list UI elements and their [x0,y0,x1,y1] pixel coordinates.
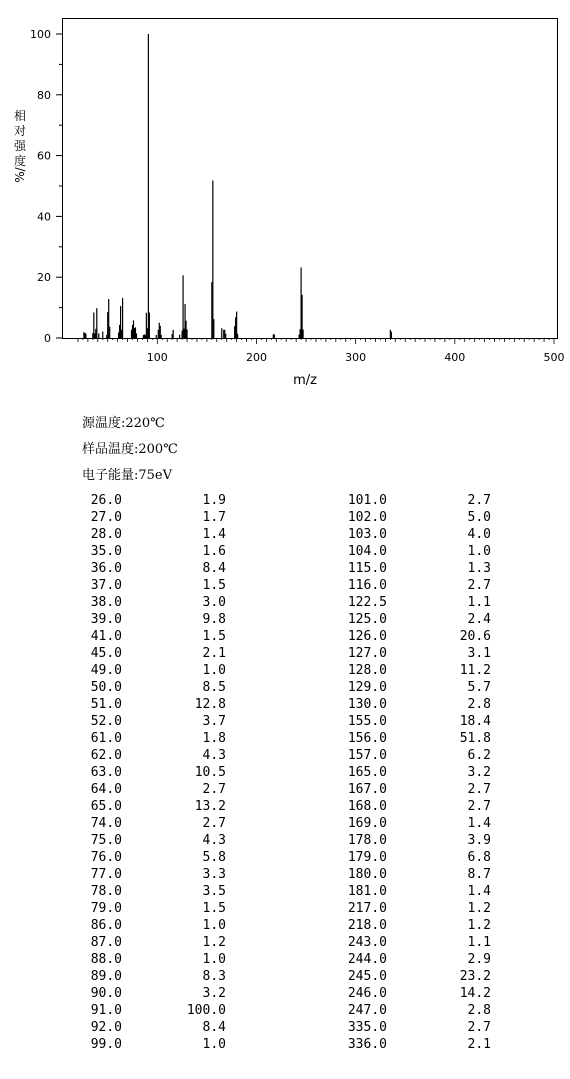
peak-row [335,1036,491,1053]
peak-row [70,917,226,934]
peak-mz: 99.0 [90,1037,122,1052]
peak-mz: 243.0 [347,935,387,950]
x-tick-label: 100 [146,351,168,364]
peak-abundance: 3.0 [202,595,226,610]
peak-abundance: 6.8 [467,850,491,865]
peak-row [335,594,491,611]
peak-row [335,492,491,509]
peak-row [335,645,491,662]
peak-abundance: 12.8 [194,697,226,712]
peak-abundance: 4.0 [467,527,491,542]
peak-abundance: 1.1 [467,595,491,610]
peak-row [335,696,491,713]
y-tick-label: 20 [37,271,51,285]
peak-abundance: 6.2 [467,748,491,763]
peak-abundance: 1.4 [467,884,491,899]
peak-row [70,764,226,781]
peak-row [335,951,491,968]
peak-abundance: 3.7 [202,714,226,729]
peak-abundance: 2.1 [467,1037,491,1052]
peak-abundance: 3.5 [202,884,226,899]
peak-mz: 64.0 [90,782,122,797]
peak-mz: 179.0 [347,850,387,865]
peak-mz: 217.0 [347,901,387,916]
peak-abundance: 3.9 [467,833,491,848]
peak-row [335,679,491,696]
peak-abundance: 11.2 [459,663,491,678]
x-tick-label: 500 [543,351,565,364]
peak-abundance: 2.7 [467,578,491,593]
peak-abundance: 1.8 [202,731,226,746]
y-axis-label-line-5: %/ [13,167,27,183]
peak-mz: 91.0 [90,1003,122,1018]
peak-abundance: 4.3 [202,833,226,848]
peak-row [70,730,226,747]
peak-abundance: 1.2 [467,901,491,916]
peak-row [70,679,226,696]
peak-mz: 129.0 [347,680,387,695]
y-tick-label: 80 [37,88,51,102]
peak-row [70,696,226,713]
peak-abundance: 2.4 [467,612,491,627]
x-tick-label: 400 [444,351,466,364]
peak-mz: 62.0 [90,748,122,763]
peak-abundance: 1.4 [202,527,226,542]
peak-row [335,917,491,934]
peak-mz: 245.0 [347,969,387,984]
peak-row [335,883,491,900]
peak-row [335,815,491,832]
peak-abundance: 1.0 [202,1037,226,1052]
peak-abundance: 51.8 [459,731,491,746]
peak-mz: 37.0 [90,578,122,593]
peak-mz: 122.5 [347,595,387,610]
peak-mz: 49.0 [90,663,122,678]
source-temperature: 源温度:220℃ [82,416,165,431]
peak-row [335,1019,491,1036]
peak-abundance: 5.7 [467,680,491,695]
peak-mz: 77.0 [90,867,122,882]
peak-mz: 26.0 [90,493,122,508]
peak-row [70,594,226,611]
peak-table-left [70,492,226,1053]
peak-row [335,934,491,951]
peak-abundance: 23.2 [459,969,491,984]
peak-row [335,798,491,815]
peak-row [70,832,226,849]
peak-row [335,730,491,747]
peak-row [70,1036,226,1053]
peak-row [335,611,491,628]
peak-abundance: 1.0 [202,663,226,678]
peak-mz: 88.0 [90,952,122,967]
peak-row [70,781,226,798]
peak-mz: 90.0 [90,986,122,1001]
peak-row [70,628,226,645]
peak-mz: 104.0 [347,544,387,559]
peak-row [335,849,491,866]
peak-row [70,645,226,662]
peak-mz: 336.0 [347,1037,387,1052]
peak-abundance: 1.0 [467,544,491,559]
peak-row [335,747,491,764]
peak-row [70,577,226,594]
peak-abundance: 14.2 [459,986,491,1001]
y-axis [30,28,62,345]
peak-abundance: 2.7 [467,799,491,814]
peak-abundance: 3.1 [467,646,491,661]
peak-mz: 115.0 [347,561,387,576]
peak-abundance: 3.2 [467,765,491,780]
peak-abundance: 1.3 [467,561,491,576]
peak-abundance: 100.0 [186,1003,226,1018]
peak-mz: 86.0 [90,918,122,933]
peak-abundance: 8.4 [202,561,226,576]
peak-abundance: 18.4 [459,714,491,729]
x-axis [78,338,565,364]
peak-mz: 36.0 [90,561,122,576]
peak-mz: 168.0 [347,799,387,814]
peak-abundance: 1.2 [202,935,226,950]
peak-mz: 165.0 [347,765,387,780]
peak-abundance: 3.3 [202,867,226,882]
peak-mz: 38.0 [90,595,122,610]
x-tick-label: 200 [245,351,267,364]
peak-mz: 102.0 [347,510,387,525]
peak-mz: 52.0 [90,714,122,729]
peak-mz: 92.0 [90,1020,122,1035]
peak-mz: 167.0 [347,782,387,797]
peak-abundance: 8.5 [202,680,226,695]
peak-mz: 76.0 [90,850,122,865]
peak-mz: 78.0 [90,884,122,899]
peak-row [70,662,226,679]
peak-row [335,968,491,985]
y-axis-label-line-4: 度 [13,154,27,168]
peak-mz: 41.0 [90,629,122,644]
peak-abundance: 1.2 [467,918,491,933]
peak-mz: 116.0 [347,578,387,593]
peak-abundance: 1.5 [202,629,226,644]
peak-row [70,985,226,1002]
peak-mz: 244.0 [347,952,387,967]
peak-table-right [335,492,491,1053]
peak-mz: 28.0 [90,527,122,542]
peak-mz: 125.0 [347,612,387,627]
y-axis-label-line-1: 相 [13,109,27,123]
peak-abundance: 1.4 [467,816,491,831]
peak-abundance: 1.0 [202,952,226,967]
peak-mz: 180.0 [347,867,387,882]
peak-mz: 156.0 [347,731,387,746]
peak-mz: 335.0 [347,1020,387,1035]
peak-row [70,866,226,883]
y-axis-label-line-3: 强 [13,139,27,153]
peak-mz: 63.0 [90,765,122,780]
peak-row [70,968,226,985]
peak-row [70,611,226,628]
peak-mz: 79.0 [90,901,122,916]
peak-row [70,883,226,900]
peak-abundance: 4.3 [202,748,226,763]
peak-abundance: 9.8 [202,612,226,627]
peak-mz: 246.0 [347,986,387,1001]
peak-row [335,1002,491,1019]
peak-abundance: 10.5 [194,765,226,780]
peak-row [70,1002,226,1019]
peak-row [335,509,491,526]
peak-row [70,798,226,815]
y-tick-label: 100 [30,28,51,41]
peak-row [335,781,491,798]
peak-mz: 65.0 [90,799,122,814]
y-axis-label-line-2: 对 [13,124,27,138]
peak-abundance: 2.9 [467,952,491,967]
peak-mz: 130.0 [347,697,387,712]
x-tick-label: 300 [345,351,367,364]
peak-row [70,934,226,951]
peak-row [335,543,491,560]
peak-mz: 39.0 [90,612,122,627]
peak-mz: 155.0 [347,714,387,729]
peak-abundance: 5.8 [202,850,226,865]
peak-abundance: 2.7 [467,493,491,508]
peak-mz: 103.0 [347,527,387,542]
peak-abundance: 8.7 [467,867,491,882]
y-tick-label: 0 [44,332,51,345]
peak-abundance: 2.7 [202,782,226,797]
peak-abundance: 20.6 [459,629,491,644]
peak-mz: 126.0 [347,629,387,644]
peak-mz: 45.0 [90,646,122,661]
peak-abundance: 1.5 [202,901,226,916]
peak-mz: 181.0 [347,884,387,899]
peak-mz: 50.0 [90,680,122,695]
peak-row [335,628,491,645]
peak-mz: 51.0 [90,697,122,712]
peak-mz: 61.0 [90,731,122,746]
peak-abundance: 1.7 [202,510,226,525]
plot-frame [63,19,558,339]
peak-mz: 101.0 [347,493,387,508]
mass-spectrum-chart [0,0,570,388]
y-axis-label [13,108,27,183]
peak-row [335,662,491,679]
peak-row [335,866,491,883]
peak-mz: 218.0 [347,918,387,933]
peak-mz: 35.0 [90,544,122,559]
peak-row [70,526,226,543]
electron-energy: 电子能量:75eV [82,468,173,483]
peak-abundance: 13.2 [194,799,226,814]
peak-row [70,1019,226,1036]
peak-mz: 169.0 [347,816,387,831]
peak-row [335,577,491,594]
y-tick-label: 60 [37,149,51,163]
spectrum-peaks [84,34,391,338]
peak-abundance: 1.5 [202,578,226,593]
peak-mz: 75.0 [90,833,122,848]
peak-row [70,713,226,730]
peak-row [335,526,491,543]
peak-abundance: 2.7 [467,782,491,797]
peak-row [335,560,491,577]
peak-row [70,543,226,560]
peak-mz: 74.0 [90,816,122,831]
sample-temperature: 样品温度:200℃ [82,442,178,457]
peak-mz: 247.0 [347,1003,387,1018]
peak-row [335,764,491,781]
x-axis-label: m/z [293,373,317,388]
peak-mz: 178.0 [347,833,387,848]
peak-abundance: 1.0 [202,918,226,933]
peak-row [335,713,491,730]
y-tick-label: 40 [37,210,51,224]
peak-abundance: 8.4 [202,1020,226,1035]
peak-row [70,900,226,917]
peak-abundance: 5.0 [467,510,491,525]
peak-mz: 89.0 [90,969,122,984]
peak-row [70,849,226,866]
peak-row [335,985,491,1002]
peak-abundance: 8.3 [202,969,226,984]
peak-abundance: 1.6 [202,544,226,559]
peak-abundance: 3.2 [202,986,226,1001]
peak-mz: 157.0 [347,748,387,763]
peak-row [70,492,226,509]
peak-abundance: 2.8 [467,697,491,712]
peak-row [335,832,491,849]
peak-mz: 87.0 [90,935,122,950]
peak-abundance: 1.9 [202,493,226,508]
peak-row [70,747,226,764]
peak-abundance: 2.1 [202,646,226,661]
peak-row [70,509,226,526]
peak-row [70,560,226,577]
peak-abundance: 2.8 [467,1003,491,1018]
peak-mz: 128.0 [347,663,387,678]
peak-row [70,815,226,832]
peak-row [335,900,491,917]
peak-mz: 27.0 [90,510,122,525]
peak-abundance: 2.7 [202,816,226,831]
peak-abundance: 1.1 [467,935,491,950]
peak-mz: 127.0 [347,646,387,661]
peak-row [70,951,226,968]
peak-abundance: 2.7 [467,1020,491,1035]
